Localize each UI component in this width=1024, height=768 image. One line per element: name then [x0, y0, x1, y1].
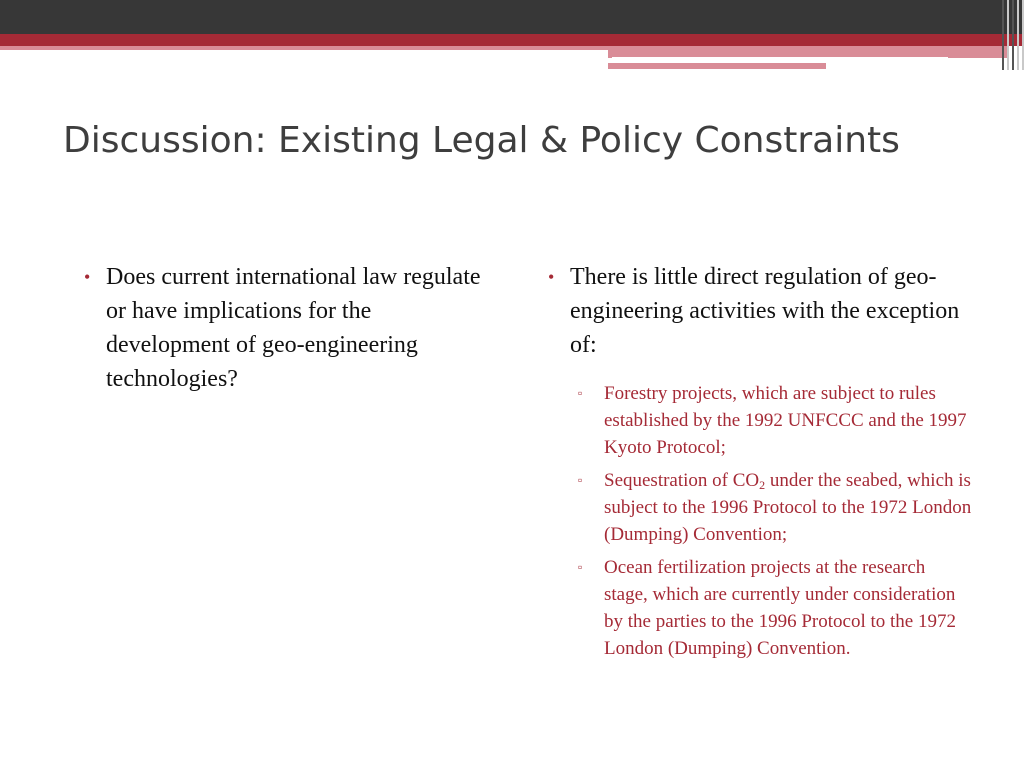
- header-right-stripes: [994, 0, 1024, 70]
- right-column: [548, 260, 973, 668]
- sub-bullet-text: Ocean fertilization projects at the research stage, which are currently under consideration by the parties to the 1996 Protocol to the 1972 London (Dumping) Convention.: [604, 557, 956, 659]
- sub-text-part: Sequestration of CO: [604, 470, 760, 491]
- co2-subscript: 2: [759, 478, 766, 492]
- header-pink-short-bar: [608, 63, 826, 69]
- header-red-band: [0, 34, 1024, 46]
- sub-bullet-text: Forestry projects, which are subject to rules established by the 1992 UNFCCC and the 1997 Kyoto Protocol;: [604, 383, 967, 458]
- sub-bullet-item-forestry: [578, 380, 973, 461]
- left-column: [84, 260, 494, 396]
- square-bullet-icon: ▫: [578, 473, 583, 487]
- bullet-icon: •: [548, 267, 555, 287]
- bullet-icon: •: [84, 267, 91, 287]
- slide-title: Discussion: Existing Legal & Policy Constraints: [63, 120, 900, 161]
- header-dark-band: [0, 0, 1024, 34]
- square-bullet-icon: ▫: [578, 386, 583, 400]
- header-white-line: [612, 57, 948, 59]
- square-bullet-icon: ▫: [578, 560, 583, 574]
- sub-bullet-text: [604, 467, 973, 548]
- sub-text-part: under the seabed, which is subject to the 1996 Protocol to the 1972 London (Dumping) Convention;: [604, 470, 972, 545]
- sub-bullet-item-ocean: [578, 554, 973, 662]
- sub-bullet-list: [578, 380, 973, 662]
- left-bullet-text: Does current international law regulate or have implications for the development of geo-engineering technologies?: [106, 264, 481, 392]
- right-bullet-text: There is little direct regulation of geo-engineering activities with the exception of:: [570, 264, 960, 358]
- right-bullet-item: [548, 260, 973, 362]
- sub-bullet-item-sequestration: [578, 467, 973, 548]
- left-bullet-item: [84, 260, 494, 396]
